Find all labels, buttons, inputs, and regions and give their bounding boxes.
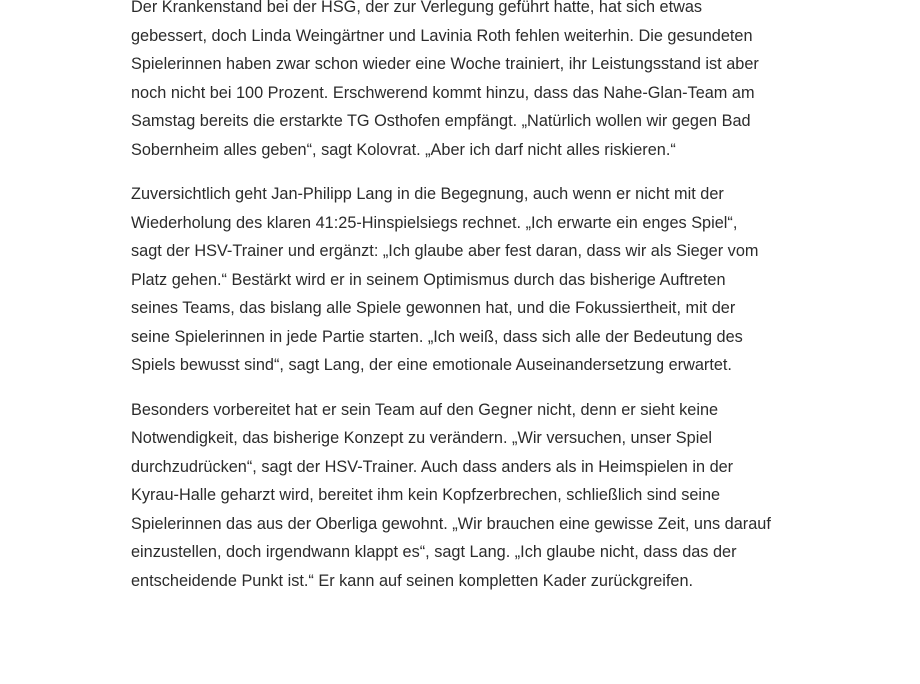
article-paragraph: Zuversichtlich geht Jan-Philipp Lang in die Begegnung, auch wenn er nicht mit der Wiederholung des klaren 41:25-Hinspielsiegs rechnet. „Ich erwarte ein enges Spiel“, sagt der HSV-Trainer und ergänzt: „Ich glaube aber fest daran, dass wir als Sieger vom Platz gehen.“ Bestärkt wird er in seinem Optimismus durch das bisherige Auftreten seines Teams, das bislang alle Spiele gewonnen hat, und die Fokussiertheit, mit der seine Spielerinnen in jede Partie starten. „Ich weiß, dass sich alle der Bedeutung des Spiels bewusst sind“, sagt Lang, der eine emotionale Auseinandersetzung erwartet. <box>131 185 759 374</box>
article-paragraph: Der Krankenstand bei der HSG, der zur Verlegung geführt hatte, hat sich etwas gebessert, doch Linda Weingärtner und Lavinia Roth fehlen weiterhin. Die gesundeten Spielerinnen haben zwar schon wieder eine Woche trainiert, ihr Leistungsstand ist aber noch nicht bei 100 Prozent. Erschwerend kommt hinzu, dass das Nahe-Glan-Team am Samstag bereits die erstarkte TG Osthofen empfängt. „Natürlich wollen wir gegen Bad Sobernheim alles geben“, sagt Kolovrat. „Aber ich darf nicht alles riskieren.“ <box>131 0 759 159</box>
article-paragraph: Besonders vorbereitet hat er sein Team auf den Gegner nicht, denn er sieht keine Notwendigkeit, das bisherige Konzept zu verändern. „Wir versuchen, unser Spiel durchzudrücken“, sagt der HSV-Trainer. Auch dass anders als in Heimspielen in der Kyrau-Halle geharzt wird, bereitet ihm kein Kopfzerbrechen, schließlich sind seine Spielerinnen das aus der Oberliga gewohnt. „Wir brauchen eine gewisse Zeit, uns darauf einzustellen, doch irgendwann klappt es“, sagt Lang. „Ich glaube nicht, dass das der entscheidende Punkt ist.“ Er kann auf seinen kompletten Kader zurückgreifen. <box>131 400 771 590</box>
article-body <box>131 0 771 611</box>
